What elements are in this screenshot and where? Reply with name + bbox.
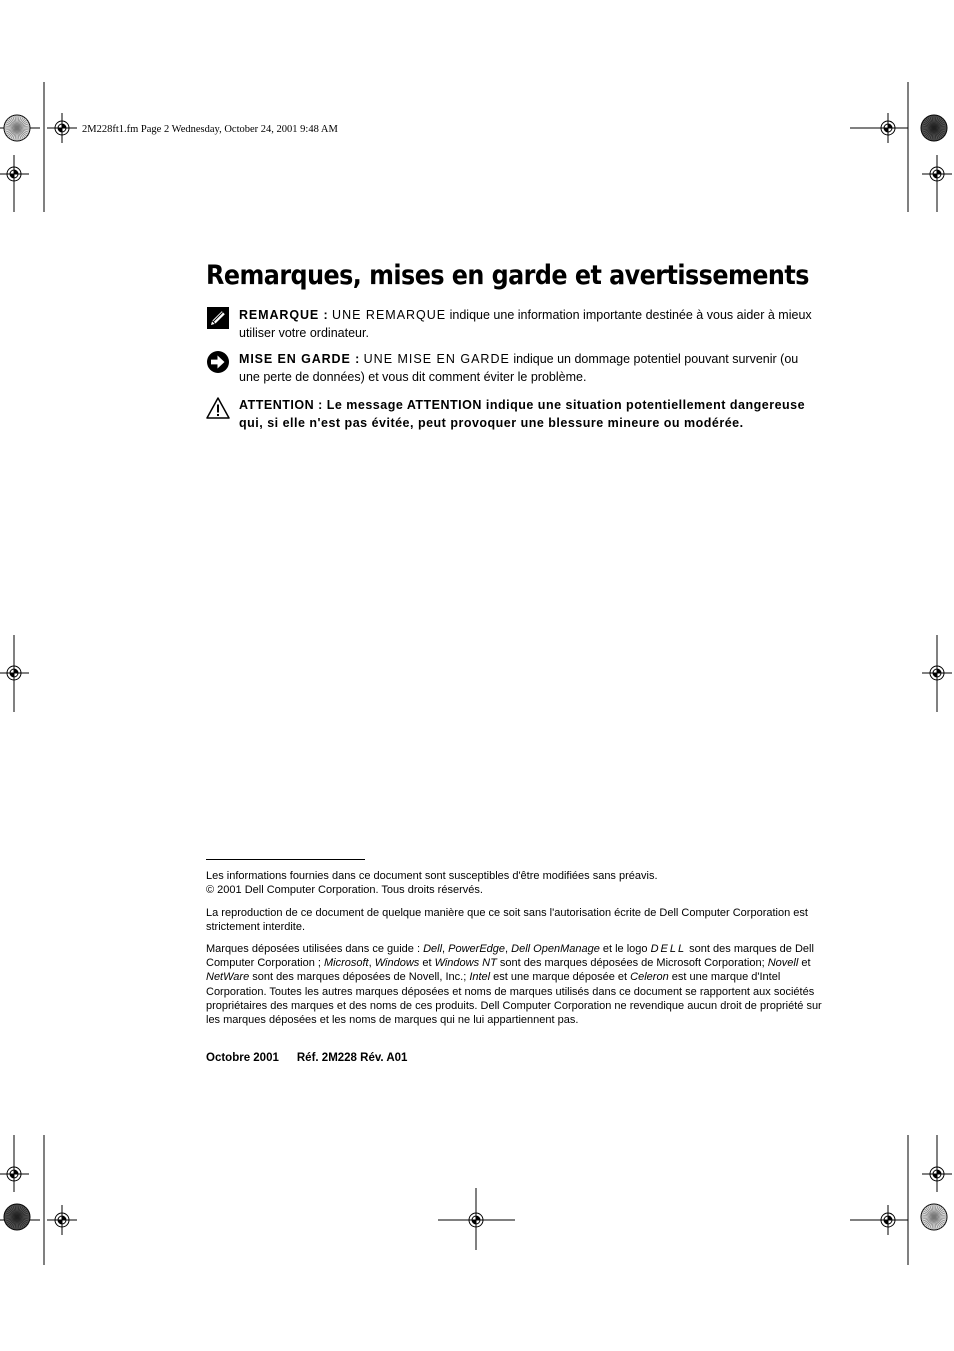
note-remarque bbox=[206, 306, 818, 342]
page-title: Remarques, mises en garde et avertissements bbox=[206, 260, 809, 291]
warning-after: indique une situation potentiellement dangereuse qui, si elle n'est pas évitée, peut provoquer une blessure mineure ou modérée. bbox=[239, 398, 806, 430]
tm-dell: Dell bbox=[423, 943, 443, 955]
tm-windowsnt: Windows NT bbox=[434, 957, 497, 970]
registration-mark-icon bbox=[47, 113, 77, 143]
caution-caps: UNE MISE EN GARDE bbox=[363, 352, 510, 366]
caution-body: indique un dommage potentiel pouvant survenir (ou une perte de données) et vous dit comment éviter le problème. bbox=[239, 352, 799, 384]
starburst-target-icon bbox=[4, 115, 30, 141]
warning-triangle-icon bbox=[206, 396, 230, 420]
note-attention bbox=[206, 396, 818, 432]
footnote-rule bbox=[206, 859, 365, 860]
trademarks-notice bbox=[206, 942, 822, 1027]
note-caps: UNE REMARQUE bbox=[332, 308, 447, 322]
registration-mark-icon bbox=[873, 113, 903, 143]
note-text bbox=[239, 306, 818, 342]
tm-sep: , bbox=[442, 943, 449, 955]
document-footer bbox=[206, 1052, 425, 1064]
info-notice bbox=[206, 869, 822, 897]
tm-text: sont des marques déposées de Microsoft Corporation; bbox=[496, 957, 768, 970]
reproduction-notice: La reproduction de ce document de quelque manière que ce soit sans l'autorisation écrite de Dell Computer Corporation est strictement interdite. bbox=[206, 907, 808, 934]
tm-text: et bbox=[798, 957, 811, 970]
tm-windows: Windows bbox=[374, 957, 420, 970]
registration-mark-icon bbox=[0, 159, 29, 189]
note-label: REMARQUE : bbox=[239, 308, 329, 322]
copyright-line: © 2001 Dell Computer Corporation. Tous droits réservés. bbox=[206, 884, 483, 897]
footer-ref: Réf. 2M228 Rév. A01 bbox=[296, 1052, 408, 1064]
dell-logo: DELL bbox=[650, 943, 687, 955]
tm-microsoft: Microsoft bbox=[324, 957, 369, 970]
footer-date: Octobre 2001 bbox=[206, 1052, 279, 1064]
registration-mark-icon bbox=[0, 658, 29, 688]
warning-before: Le message bbox=[326, 398, 404, 412]
warning-keyword: ATTENTION bbox=[406, 398, 482, 412]
tm-celeron: Celeron bbox=[630, 971, 669, 984]
tm-poweredge: PowerEdge bbox=[448, 943, 506, 955]
tm-text: sont des marques déposées de Novell, Inc.; bbox=[249, 971, 470, 984]
tm-text: est une marque déposée et bbox=[490, 971, 631, 984]
note-mise-en-garde bbox=[206, 350, 818, 386]
tm-openmanage: Dell OpenManage bbox=[511, 943, 600, 955]
registration-mark-icon bbox=[922, 159, 952, 189]
tm-text: sont des marques de Dell Computer Corporation ; bbox=[206, 943, 814, 970]
tm-text: Marques déposées utilisées dans ce guide : bbox=[206, 943, 424, 955]
file-slug: 2M228ft1.fm Page 2 Wednesday, October 24, 2001 9:48 AM bbox=[82, 124, 338, 135]
warning-label: ATTENTION : bbox=[239, 398, 323, 412]
registration-mark-icon bbox=[873, 1205, 903, 1235]
pencil-note-icon bbox=[206, 306, 230, 330]
tm-text: et bbox=[419, 957, 435, 970]
tm-netware: NetWare bbox=[206, 971, 250, 984]
note-body: indique une information importante destinée à vous aider à mieux utiliser votre ordinateur. bbox=[239, 308, 812, 340]
registration-mark-icon bbox=[0, 1159, 29, 1189]
registration-mark-icon bbox=[47, 1205, 77, 1235]
registration-mark-icon bbox=[922, 658, 952, 688]
tm-text: et le logo bbox=[599, 943, 651, 955]
starburst-target-icon bbox=[4, 1204, 30, 1230]
registration-mark-icon bbox=[922, 1159, 952, 1189]
tm-intel: Intel bbox=[469, 971, 491, 984]
tm-text: est une marque d'Intel Corporation. Toutes les autres marques déposées et noms de marques utilisés dans ce document se rapportent aux sociétés propriétaires des marques et des noms de ces produits. Dell Computer Corporation ne revendique aucun droit de propriété sur les marques déposées et les noms de marques qui ne lui appartiennent pas. bbox=[206, 971, 822, 1027]
tm-sep: , bbox=[505, 943, 512, 955]
tm-novell: Novell bbox=[767, 957, 799, 970]
arrow-circle-icon bbox=[206, 350, 230, 374]
starburst-target-icon bbox=[921, 115, 947, 141]
warning-text bbox=[239, 396, 818, 432]
caution-label: MISE EN GARDE : bbox=[239, 352, 361, 366]
starburst-target-icon bbox=[921, 1204, 947, 1230]
caution-text bbox=[239, 350, 818, 386]
registration-mark-icon bbox=[461, 1205, 491, 1235]
info-line: Les informations fournies dans ce document sont susceptibles d'être modifiées sans préavis. bbox=[206, 870, 658, 882]
tm-sep: , bbox=[368, 957, 375, 970]
